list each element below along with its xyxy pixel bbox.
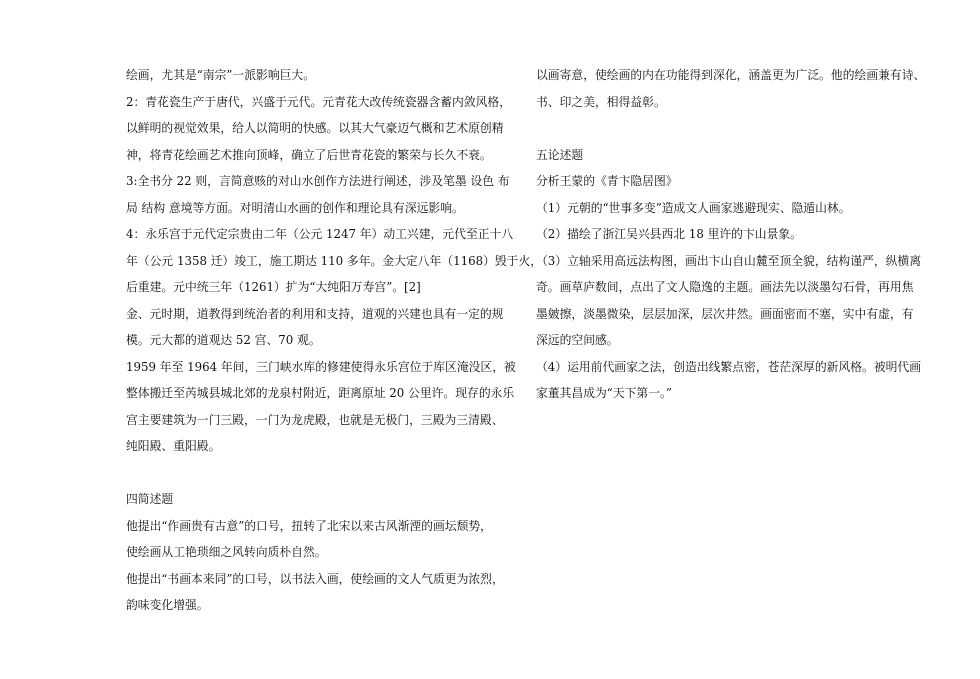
- text-line: 金、元时期，道教得到统治者的利用和支持，道观的兴建也具有一定的规: [126, 306, 504, 321]
- text-line: 纯阳殿、重阳殿。: [126, 439, 221, 453]
- section-five-heading: 五论述题: [536, 147, 584, 162]
- text-line: 以画寄意，使绘画的内在功能得到深化，涵盖更为广泛。他的绘画兼有诗、: [536, 68, 926, 82]
- text-line: 4：永乐宫于元代定宗贵由二年（公元 1247 年）动工兴建，元代至正十八: [126, 227, 514, 241]
- text-line: （4）运用前代画家之法，创造出线繁点密，苍茫深厚的新风格。被明代画: [536, 359, 922, 374]
- text-line: 以鲜明的视觉效果，给人以简明的快感。以其大气豪迈气概和艺术原创精: [126, 121, 504, 135]
- text-line: 1959 年至 1964 年间，三门峡水库的修建使得永乐宫位于库区淹没区，被: [126, 359, 516, 374]
- text-line: 奇。画草庐数间，点出了文人隐逸的主题。画法先以淡墨勾石骨，再用焦: [536, 280, 914, 294]
- text-line: 他提出“书画本来同”的口号，以书法入画，使绘画的文人气质更为浓烈，: [126, 571, 504, 586]
- text-line: 2：青花瓷生产于唐代，兴盛于元代。元青花大改传统瓷器含蓄内敛风格，: [126, 94, 512, 109]
- text-line: （1）元朝的“世事多变”造成文人画家逃避现实、隐遁山林。: [536, 200, 851, 215]
- text-line: （2）描绘了浙江吴兴县西北 18 里许的卞山景象。: [536, 227, 802, 241]
- left-column: [126, 62, 543, 619]
- text-line: 分析王蒙的《青卞隐居图》: [536, 174, 678, 188]
- text-line: 使绘画从工艳琐细之风转向质朴自然。: [126, 545, 327, 559]
- right-column: [536, 62, 936, 407]
- blank-line: [126, 460, 526, 487]
- text-line: 绘画，尤其是“南宗”一派影响巨大。: [126, 68, 316, 82]
- text-line: 宫主要建筑为一门三殿，一门为龙虎殿，也就是无极门，三殿为三清殿、: [126, 412, 504, 427]
- section-four-heading: 四简述题: [126, 492, 174, 506]
- blank-line: [536, 115, 936, 142]
- text-line: 神，将青花绘画艺术推向顶峰，确立了后世青花瓷的繁荣与长久不衰。: [126, 147, 492, 162]
- text-line: 书、印之美，相得益彰。: [536, 94, 666, 109]
- text-line: 3:全书分 22 则，言简意赅的对山水创作方法进行阐述，涉及笔墨 设色 布: [126, 174, 510, 188]
- text-line: 墨皴擦，淡墨微染，层层加深，层次井然。画面密而不塞，实中有虚，有: [536, 306, 914, 321]
- text-line: 韵味变化增强。: [126, 598, 209, 612]
- text-line: 深远的空间感。: [536, 333, 619, 347]
- text-line: 模。元大都的道观达 52 宫、70 观。: [126, 333, 321, 347]
- text-line: 整体搬迁至芮城县城北郊的龙泉村附近，距离原址 20 公里许。现存的永乐: [126, 386, 515, 400]
- text-line: 年（公元 1358 迁）竣工，施工期达 110 多年。金大定八年（1168）毁于火，: [126, 253, 543, 268]
- text-line: 后重建。元中统三年（1261）扩为“大纯阳万寿宫”。[2]: [126, 280, 421, 294]
- text-line: 家董其昌成为“天下第一。”: [536, 386, 672, 400]
- text-line: 局 结构 意境等方面。对明清山水画的创作和理论具有深远影响。: [126, 200, 464, 215]
- text-line: （3）立轴采用高远法构图，画出卞山自山麓至顶全貌，结构谨严，纵横离: [536, 253, 922, 268]
- text-line: 他提出“作画贵有古意”的口号，扭转了北宋以来古风渐湮的画坛颓势，: [126, 518, 492, 533]
